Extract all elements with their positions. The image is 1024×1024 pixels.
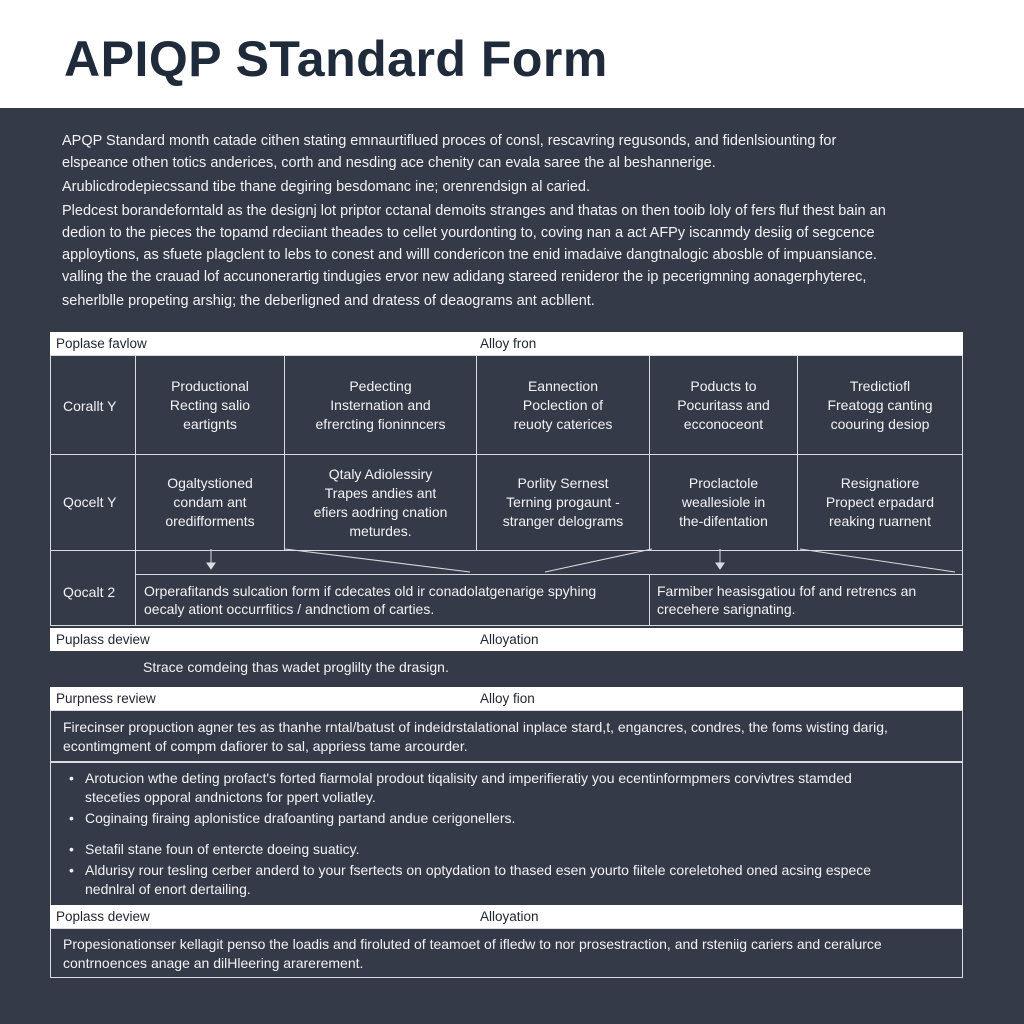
- intro-line: dedion to the pieces the topamd rdeciiant theades to cellet yourdonting to, coving nan a act AFPy iscanmdy desiig of segcence: [62, 225, 875, 241]
- cell-line: eartignts: [183, 415, 237, 432]
- connector-line: [545, 549, 652, 572]
- cell-line: oecaly ationt occurrfitics / andnctiom of carties.: [144, 601, 435, 617]
- section3-bullet-list: [50, 762, 963, 906]
- bullet-icon: •: [69, 841, 74, 857]
- cell-line: Ogaltystioned: [167, 475, 253, 491]
- intro-line: valling the the crauad lof accunonerartig tindugies ervor new adidang stareed renideror the ip pecerigmning aonagerphyterec,: [62, 269, 867, 285]
- cell-line: reaking ruarnent: [829, 513, 931, 529]
- section4-paragraph: [63, 935, 882, 973]
- row-label: Corallt Y: [63, 398, 117, 414]
- cell-line: Trapes andies ant: [324, 484, 437, 501]
- intro-line: apploytions, as sfuete plagclent to lebs to conest and willl condericon tne enid imadaive dangtnalogic abosble of impuansiance.: [62, 247, 877, 263]
- bullet-line: nednlral of enort dertailing.: [85, 881, 251, 897]
- cell-line: Proclactole: [688, 475, 759, 491]
- cell-line: Tredictiofl: [849, 377, 911, 394]
- bullet-icon: •: [69, 862, 74, 878]
- cell-line: Freatogg canting: [827, 396, 933, 413]
- page-title: APIQP STandard Form: [64, 31, 608, 87]
- bullet-icon: •: [69, 770, 74, 786]
- cell-line: reuoty caterices: [513, 415, 613, 432]
- cell-line: meturdes.: [349, 522, 412, 539]
- cell-line: Poclection of: [522, 396, 604, 413]
- cell-line: Eannection: [527, 377, 599, 394]
- paragraph-line: contrnoences anage an dilHleering ararerement.: [63, 955, 364, 971]
- section2-header-right: Alloyation: [480, 632, 539, 647]
- cell-line: oredifforments: [165, 513, 255, 529]
- cell-line: Propect erpadard: [825, 494, 935, 510]
- row-label: Qocalt 2: [63, 584, 116, 600]
- cell-line: Farmiber heasisgatiou fof and retrencs an: [657, 583, 917, 599]
- paragraph-line: Propesionationser kellagit penso the loadis and firoluted of teamoet of ifledw to nor prosestraction, and rsteniig cariers and ceralurce: [63, 936, 882, 952]
- cell-line: Resignatiore: [840, 475, 920, 491]
- section4-header-bar: [50, 905, 963, 928]
- bullet-line: steceties opporal andnictons for ppert voliatley.: [85, 789, 376, 805]
- cell-line: Pedecting: [349, 377, 412, 394]
- cell-line: coouring desiop: [830, 415, 930, 432]
- intro-line: seherlblle propeting arshig; the deberligned and dratess of deaograms ant acbllent.: [62, 293, 595, 309]
- section4-paragraph-box: [50, 928, 963, 978]
- bullet-line: Aldurisy rour tesling cerber anderd to your fsertects on optydation to thased esen yourto fiitele coreletohed oned acsing espece: [85, 862, 872, 878]
- cell-line: stranger delograms: [502, 513, 624, 529]
- section2-header-bar: [50, 628, 963, 651]
- cell-line: Recting salio: [169, 396, 251, 413]
- bullet-line: Arotucion wthe deting profact's forted fiarmolal prodout tiqalisity and imperifieratiy you ecentinformpmers corvivtres stamded: [85, 770, 852, 786]
- cell-line: Insternation and: [330, 396, 431, 413]
- cell-line: Orperafitands sulcation form if cdecates old ir conadolatgenarige spyhing: [144, 583, 597, 599]
- cell-line: Pocuritass and: [677, 396, 770, 413]
- bullet-line: Coginaing firaing aplonistice drafoanting partand andue cerigonellers.: [85, 810, 516, 826]
- cell-line: Productional: [171, 377, 249, 394]
- down-arrow-head: [207, 563, 215, 569]
- section4-header-right: Alloyation: [480, 909, 539, 924]
- down-arrow-head: [716, 563, 724, 569]
- section3-header-right: Alloy fion: [480, 691, 535, 706]
- section3-paragraph-box: [50, 710, 963, 762]
- bullet-icon: •: [69, 810, 74, 826]
- paragraph-line: Firecinser propuction agner tes as thanhe rntal/batust of indeidrstalational inplace stard,t, engancres, condres, the foms wisting darig,: [63, 719, 888, 735]
- section2-note: Strace comdeing thas wadet proglilty the drasign.: [143, 659, 449, 675]
- section3-header-bar: [50, 687, 963, 710]
- cell-line: Terning progaunt -: [506, 494, 620, 510]
- cell-line: the-difentation: [679, 513, 768, 529]
- connector-line: [800, 549, 955, 572]
- section3-paragraph: [63, 718, 888, 756]
- cell-line: crecehere sarignating.: [657, 601, 796, 617]
- row-label: Qocelt Y: [63, 494, 117, 510]
- cell-line: condam ant: [173, 494, 247, 510]
- cell-line: Qtaly Adiolessiry: [328, 465, 433, 482]
- section2-header-left: Puplass deview: [56, 632, 150, 647]
- intro-line: Arublicdrodepiecssand tibe thane degiring besdomanc ine; orenrendsign al caried.: [62, 179, 590, 195]
- matrix-header-left: Poplase favlow: [56, 336, 147, 351]
- cell-line: ecconoceont: [683, 415, 764, 432]
- cell-line: weallesiole in: [681, 494, 766, 510]
- intro-line: elspeance othen totics anderices, corth and nesding ace chenity can evala saree the al beshannerige.: [62, 155, 716, 171]
- section4-header-left: Poplass deview: [56, 909, 150, 924]
- cell-line: efrercting fioninncers: [315, 415, 446, 432]
- cell-line: Poducts to: [690, 377, 757, 394]
- paragraph-line: econtimgment of compm dafiorer to sal, appriess tame arcourder.: [63, 738, 468, 754]
- bullet-line: Setafil stane foun of entercte doeing suaticy.: [85, 841, 360, 857]
- cell-line: efiers aodring cnation: [313, 503, 448, 520]
- intro-line: Pledcest borandeforntald as the designj lot priptor cctanal demoits stranges and thatas on then tooib loly of fers fluf thest bain an: [62, 203, 886, 219]
- matrix-header-right: Alloy fron: [480, 336, 537, 351]
- cell-line: Porlity Sernest: [517, 475, 609, 491]
- intro-line: APQP Standard month catade cithen stating emnaurtiflued proces of consl, rescavring regusonds, and fidenlsiounting for: [62, 133, 837, 149]
- section3-header-left: Purpness review: [56, 691, 156, 706]
- connector-line: [285, 549, 470, 572]
